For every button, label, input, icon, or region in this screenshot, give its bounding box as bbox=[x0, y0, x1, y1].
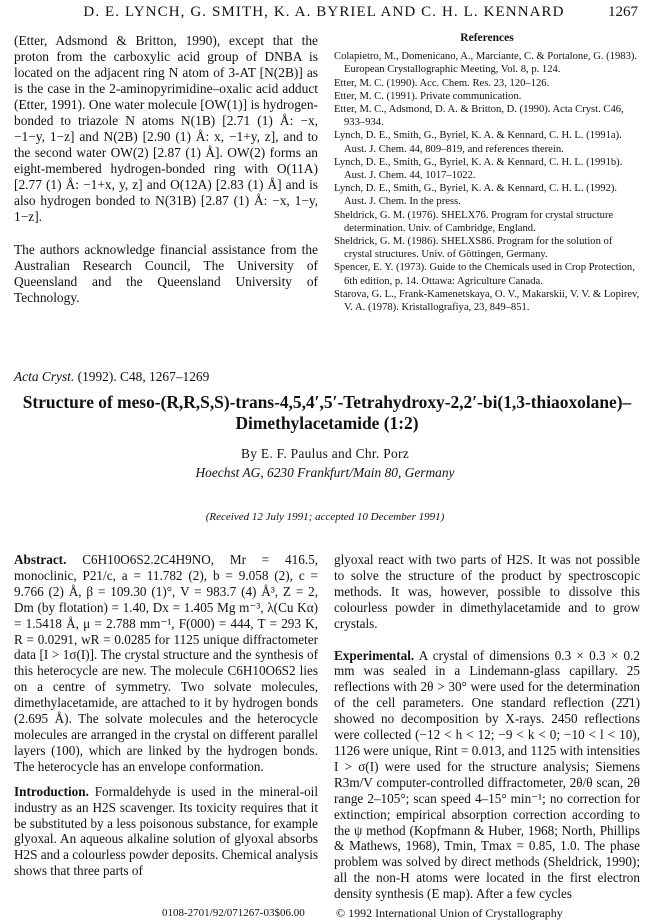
previous-article-column bbox=[14, 33, 318, 306]
reference-item: Etter, M. C., Adsmond, D. A. & Britton, D. (1990). Acta Cryst. C46, 933–934. bbox=[334, 104, 624, 129]
abstract-label: Abstract. bbox=[14, 552, 67, 567]
journal-reference bbox=[14, 369, 209, 385]
references-section bbox=[334, 33, 640, 314]
experimental-label: Experimental. bbox=[334, 647, 415, 663]
page-number: 1267 bbox=[608, 4, 638, 20]
reference-item: Etter, M. C. (1990). Acc. Chem. Res. 23, 120–126. bbox=[334, 77, 550, 89]
acknowledgement: The authors acknowledge financial assistance from the Australian Research Council, The University of Queensland and the Queensland University of Technology. bbox=[14, 242, 318, 305]
introduction-paragraph bbox=[14, 784, 318, 879]
experimental-column bbox=[334, 552, 640, 902]
footer-copyright: © 1992 International Union of Crystallography bbox=[336, 906, 563, 920]
footer-code: 0108-2701/92/071267-03$06.00 bbox=[162, 907, 305, 919]
reference-item: Lynch, D. E., Smith, G., Byriel, K. A. & Kennard, C. H. L. (1992). Aust. J. Chem. In the press. bbox=[334, 183, 618, 208]
references-heading: References bbox=[460, 32, 514, 44]
introduction-text: Formaldehyde is used in the mineral-oil industry as an H2S scavenger. Its toxicity requires that it be substituted by a less poisonous substance, for example glyoxal. An aqueous alkaline solution of glyoxal absorbs H2S and a colourless powder deposits. Chemical analysis shows that three parts of bbox=[14, 783, 319, 879]
introduction-continuation: glyoxal react with two parts of H2S. It was not possible to solve the structure of the product by spectroscopic methods. It was, however, possible to dissolve this colourless powder in dimethylacetamide and to grow crystals. bbox=[334, 552, 640, 631]
abstract-paragraph bbox=[14, 552, 318, 775]
running-head-authors: D. E. LYNCH, G. SMITH, K. A. BYRIEL AND C. H. L. KENNARD bbox=[83, 4, 565, 20]
journal-detail: (1992). C48, 1267–1269 bbox=[77, 369, 210, 384]
byline: By E. F. Paulus and Chr. Porz bbox=[241, 446, 409, 461]
experimental-text: A crystal of dimensions 0.3 × 0.3 × 0.2 mm was sealed in a Lindemann-glass capillary. 25 reflections with 2θ > 30° were used for the determination of the cell parameters. One standard reflection (2̄2̄1) showed no decomposition by X-rays. 2450 reflections were collected (−12 < h < 12; −9 < k < 0; −10 < l < 10), 1126 were unique, Rint = 0.013, and 1125 with intensities I > σ(I) were used for the structure analysis; Siemens R3m/V computer-controlled diffractometer, 2θ/θ scan, 2θ range 2–105°; scan speed 4–15° min⁻¹; no correction for extinction; empirical absorption correction according to the ψ method (Kopfmann & Huber, 1968; North, Phillips & Mathews, 1968), Tmin, Tmax = 0.85, 1.0. The phase problem was solved by direct methods (Sheldrick, 1990); all the non-H atoms were located in the first electron density synthesis (E map). After a few cycles bbox=[334, 647, 640, 902]
introduction-label: Introduction. bbox=[14, 783, 89, 799]
journal-name: Acta Cryst. bbox=[14, 369, 75, 384]
reference-item: Lynch, D. E., Smith, G., Byriel, K. A. & Kennard, C. H. L. (1991b). Aust. J. Chem. 44, 1017–1022. bbox=[334, 156, 623, 182]
affiliation: Hoechst AG, 6230 Frankfurt/Main 80, Germany bbox=[195, 465, 455, 480]
abstract-column bbox=[14, 552, 318, 879]
abstract-text: C6H10O6S2.2C4H9NO, Mr = 416.5, monoclinic, P21/c, a = 11.782 (2), b = 9.058 (2), c = 9.766 (2) Å, β = 109.30 (1)°, V = 983.7 (4) Å³, Z = 2, Dm (by flotation) = 1.40, Dx = 1.405 Mg m⁻³, λ(Cu Kα) = 1.5418 Å, μ = 2.788 mm⁻¹, F(000) = 444, T = 293 K, R = 0.0291, wR = 0.0285 for 1125 unique diffractometer data [I > 1σ(I)]. The crystal structure and the synthesis of this heterocycle are new. The molecule C6H10O6S2 lies on a centre of symmetry. Two solvate molecules, dimethylacetamide, are attached to it by hydrogen bonds (2.695 Å). The solvate molecules and the heterocycle molecules are arranged in the crystal on different parallel layers (100), which are linked by the hydrogen bonds. The heterocycle has an envelope conformation. bbox=[14, 552, 319, 774]
received-date: (Received 12 July 1991; accepted 10 December 1991) bbox=[205, 511, 445, 523]
reference-item: Starova, G. L., Frank-Kamenetskaya, O. V., Makarskii, V. V. & Lopirev, V. A. (1978). Kristallografiya, 23, 849–851. bbox=[334, 288, 640, 314]
previous-article-paragraph: (Etter, Adsmond & Britton, 1990), except that the proton from the carboxylic acid group of DNBA is located on the adjacent ring N atom of 3-AT [N(2B)] as is the case in the 2-aminopyrimidine–oxalic acid adduct (Etter, 1991). One water molecule [OW(1)] is hydrogen-bonded to triazole N atoms N(1B) [2.71 (1) Å: −x, −1−y, 1−z] and N(2B) [2.90 (1) Å: x, −1+y, z], and to the second water OW(2) [2.87 (1) Å]. OW(2) forms an eight-membered hydrogen-bonded ring with O(11A) [2.77 (1) Å: −1+x, y, z] and O(12A) [2.83 (1) Å] and is also hydrogen bonded to N(31B) [2.87 (1) Å: −x, 1−y, 1−z]. bbox=[14, 33, 318, 224]
experimental-paragraph bbox=[334, 648, 640, 903]
reference-item: Spencer, E. Y. (1973). Guide to the Chemicals used in Crop Protection, 6th edition, p. 14. Ottawa: Agriculture Canada. bbox=[334, 262, 635, 287]
reference-item: Sheldrick, G. M. (1986). SHELXS86. Program for the solution of crystal structures. Univ. of Göttingen, Germany. bbox=[334, 236, 613, 261]
article-title: Structure of meso-(R,R,S,S)-trans-4,5,4′,5′-Tetrahydroxy-2,2′-bi(1,3-thiaoxolane)–Dimethylacetamide (1:2) bbox=[22, 392, 632, 433]
reference-item: Colapietro, M., Domenicano, A., Marciante, C. & Portalone, G. (1983). European Crystallographic Meeting, Vol. 8, p. 124. bbox=[334, 51, 638, 76]
reference-item: Sheldrick, G. M. (1976). SHELX76. Program for crystal structure determination. Univ. of Cambridge, England. bbox=[334, 209, 614, 234]
reference-item: Etter, M. C. (1991). Private communication. bbox=[334, 90, 522, 102]
reference-item: Lynch, D. E., Smith, G., Byriel, K. A. & Kennard, C. H. L. (1991a). Aust. J. Chem. 44, 809–819, and references therein. bbox=[334, 130, 622, 155]
